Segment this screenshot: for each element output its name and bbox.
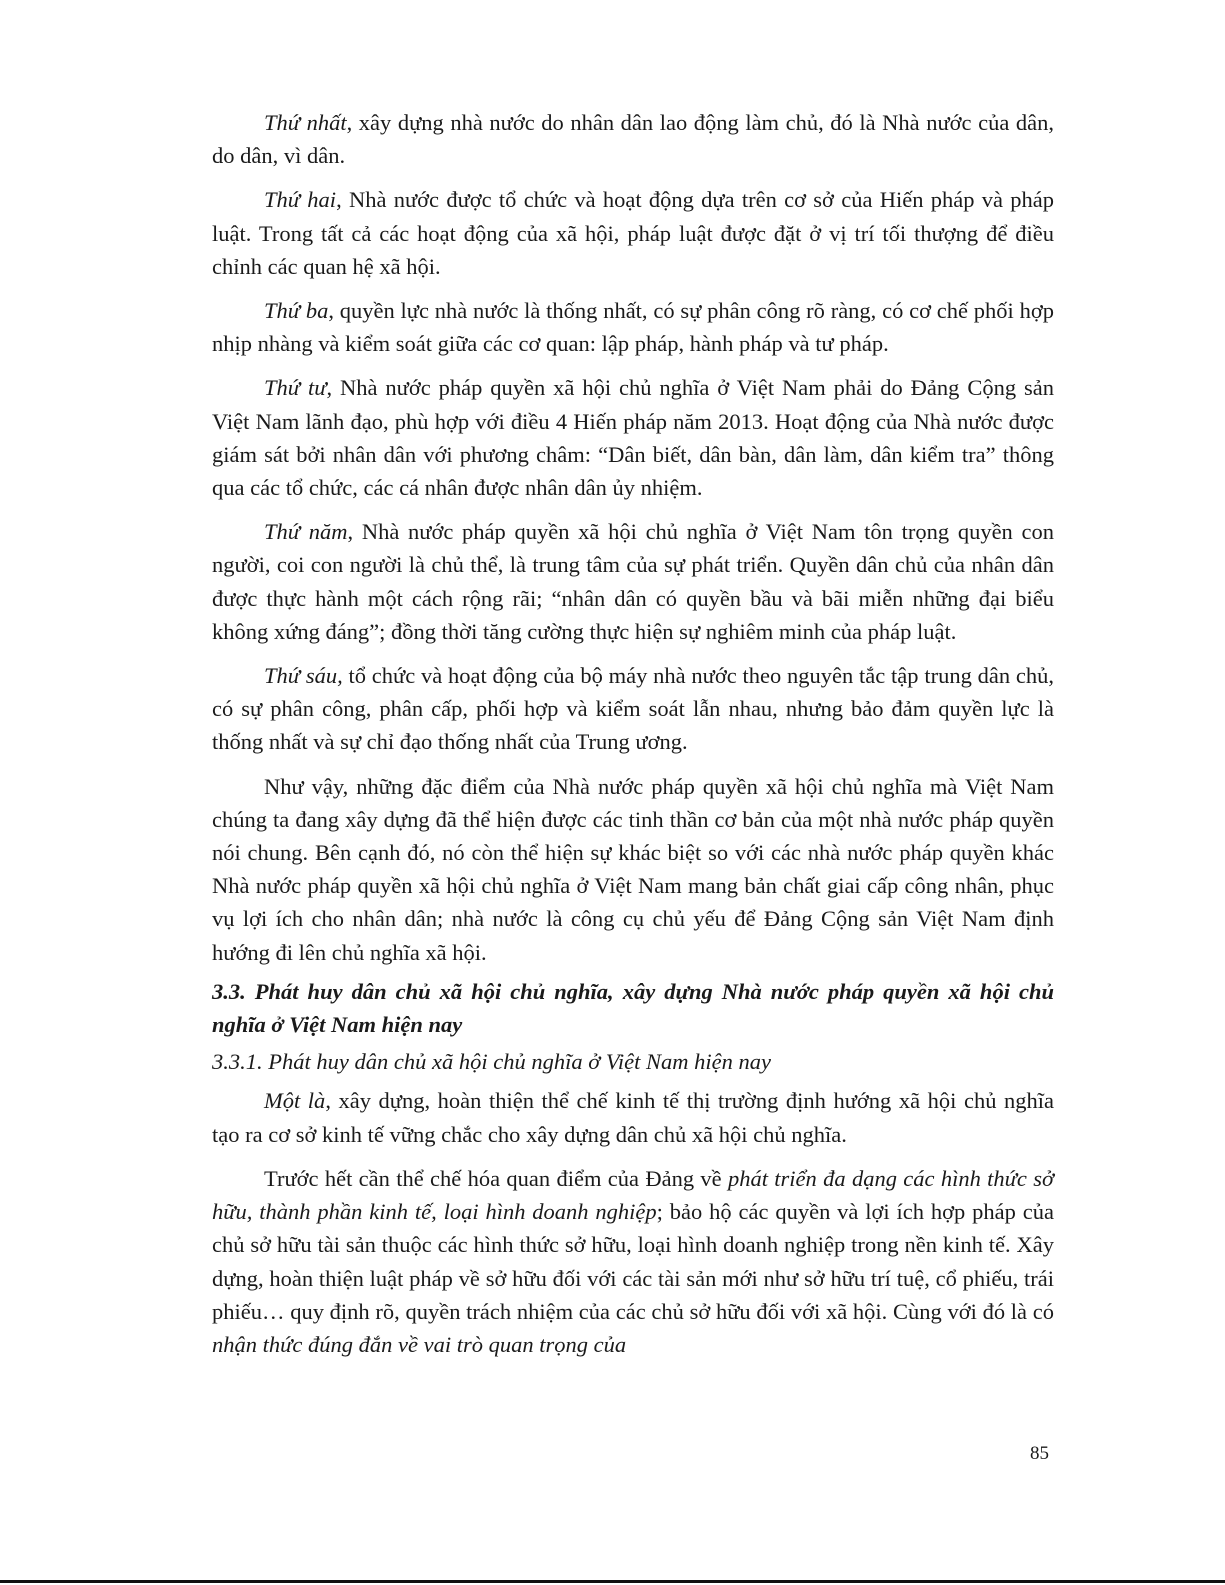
paragraph-text: , Nhà nước pháp quyền xã hội chủ nghĩa ở Việt Nam tôn trọng quyền con người, coi con người là chủ thể, là trung tâm của sự phát triển. Quyền dân chủ của nhân dân được thực hành một cách rộng rãi; “nhân dân có quyền bầu và bãi miễn những đại biểu không xứng đáng”; đồng thời tăng cường thực hiện sự nghiêm minh của pháp luật. xyxy=(212,519,1054,644)
paragraph-lead: Một là xyxy=(264,1088,326,1114)
paragraph-text: , Nhà nước được tổ chức và hoạt động dựa trên cơ sở của Hiến pháp và pháp luật. Trong tất cả các hoạt động của xã hội, pháp luật được đặt ở vị trí tối thượng để điều chỉnh các quan hệ xã hội. xyxy=(212,187,1054,279)
paragraph-text: Trước hết cần thể chế hóa quan điểm của Đảng về xyxy=(264,1165,728,1191)
paragraph-summary: Như vậy, những đặc điểm của Nhà nước pháp quyền xã hội chủ nghĩa mà Việt Nam chúng ta đang xây dựng đã thể hiện được các tinh thần cơ bản của một nhà nước pháp quyền nói chung. Bên cạnh đó, nó còn thể hiện sự khác biệt so với các nhà nước pháp quyền khác Nhà nước pháp quyền xã hội chủ nghĩa ở Việt Nam mang bản chất giai cấp công nhân, phục vụ lợi ích cho nhân dân; nhà nước là công cụ chủ yếu để Đảng Cộng sản Việt Nam định hướng đi lên chủ nghĩa xã hội. xyxy=(212,773,1054,965)
paragraph-lead: Thứ năm xyxy=(264,519,348,545)
section-heading: 3.3. Phát huy dân chủ xã hội chủ nghĩa, xây dựng Nhà nước pháp quyền xã hội chủ nghĩa ở Việt Nam hiện nay xyxy=(212,978,1054,1038)
bottom-edge-line xyxy=(0,1580,1225,1583)
paragraph-truoc-het xyxy=(212,1162,1054,1361)
paragraph-text: , xây dựng nhà nước do nhân dân lao động làm chủ, đó là Nhà nước của dân, do dân, vì dân. xyxy=(212,110,1054,169)
paragraph-thu-sau xyxy=(212,659,1054,759)
paragraph-thu-ba xyxy=(212,294,1054,360)
paragraph-text: , xây dựng, hoàn thiện thể chế kinh tế thị trường định hướng xã hội chủ nghĩa tạo ra cơ sở kinh tế vững chắc cho xây dựng dân chủ xã hội chủ nghĩa. xyxy=(212,1088,1054,1147)
paragraph-lead: Thứ hai xyxy=(264,187,337,213)
paragraph-text: , Nhà nước pháp quyền xã hội chủ nghĩa ở Việt Nam phải do Đảng Cộng sản Việt Nam lãnh đạo, phù hợp với điều 4 Hiến pháp năm 2013. Hoạt động của Nhà nước được giám sát bởi nhân dân với phương châm: “Dân biết, dân bàn, dân làm, dân kiểm tra” thông qua các tổ chức, các cá nhân được nhân dân ủy nhiệm. xyxy=(212,375,1054,501)
paragraph-thu-tu xyxy=(212,371,1054,504)
paragraph-lead: Thứ sáu, xyxy=(264,663,343,689)
paragraph-text: ; bảo hộ các quyền và lợi ích hợp pháp của chủ sở hữu tài sản thuộc các hình thức sở hữu, loại hình doanh nghiệp trong nền kinh tế. Xây dựng, hoàn thiện luật pháp về sở hữu đối với các tài sản mới như sở hữu trí tuệ, cổ phiếu, trái phiếu… quy định rõ, quyền trách nhiệm của các chủ sở hữu đối với xã hội. Cùng với đó là có xyxy=(212,1199,1054,1324)
paragraph-thu-nam xyxy=(212,515,1054,648)
paragraph-text: tổ chức và hoạt động của bộ máy nhà nước theo nguyên tắc tập trung dân chủ, có sự phân công, phân cấp, phối hợp và kiểm soát lẫn nhau, nhưng bảo đảm quyền lực là thống nhất và sự chỉ đạo thống nhất của Trung ương. xyxy=(212,663,1054,755)
paragraph-italic-phrase: phát triển đa dạng các hình thức sở hữu, thành phần kinh tế, loại hình doanh nghiệp xyxy=(212,1165,1055,1225)
page-number: 85 xyxy=(1030,1443,1049,1464)
subsection-heading: 3.3.1. Phát huy dân chủ xã hội chủ nghĩa ở Việt Nam hiện nay xyxy=(212,1049,771,1075)
paragraph-lead: Thứ ba xyxy=(264,298,329,324)
paragraph-italic-phrase: nhận thức đúng đắn về vai trò quan trọng của xyxy=(212,1331,627,1357)
paragraph-mot-la xyxy=(212,1084,1054,1150)
paragraph-lead: Thứ nhất xyxy=(264,110,347,135)
paragraph-text: , quyền lực nhà nước là thống nhất, có sự phân công rõ ràng, có cơ chế phối hợp nhịp nhàng và kiểm soát giữa các cơ quan: lập pháp, hành pháp và tư pháp. xyxy=(212,298,1054,357)
page-body xyxy=(212,106,1054,1361)
paragraph-thu-hai xyxy=(212,183,1054,283)
paragraph-lead: Thứ tư xyxy=(264,375,327,401)
paragraph-thu-nhat xyxy=(212,106,1054,172)
